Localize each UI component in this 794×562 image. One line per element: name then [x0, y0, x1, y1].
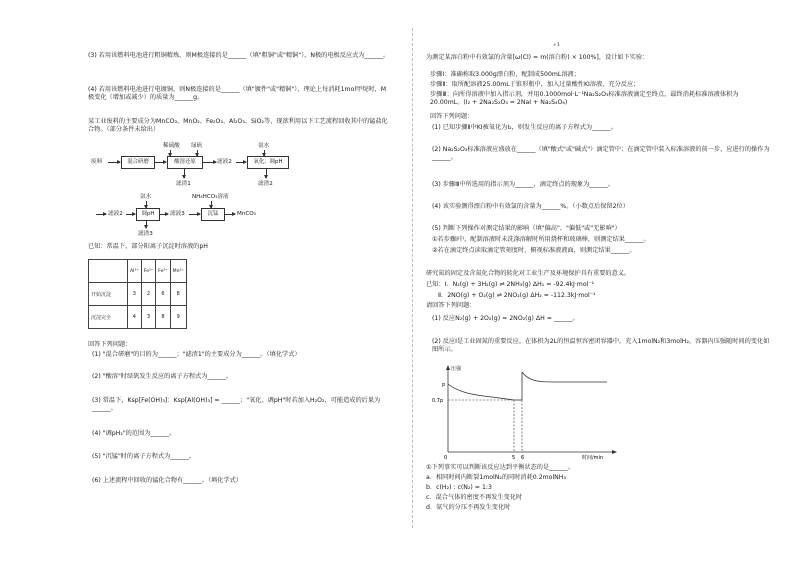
flow-arrow-down3 [146, 220, 147, 228]
flow-arrow-4 [236, 162, 246, 163]
ph-col-fe2: Fe²⁺ [156, 260, 170, 283]
flow-residue1: 滤渣1 [176, 181, 191, 187]
left-p1: (1) "混合研磨"的目的为______；"滤渣1"的主要成分为______。（填化学式） [92, 351, 301, 358]
flow-residue2: 滤渣2 [258, 181, 273, 187]
right-a2: (2) Na₂S₂O₃标准溶液应盛放在______（填"酸式"或"碱式"）滴定管中；在滴定管中装入标准溶液的前一步，应进行的操作为______。 [432, 146, 770, 161]
flow-arrow-5 [96, 214, 106, 215]
flow-arrow-9 [224, 214, 235, 215]
pressure-time-graph [432, 362, 632, 462]
right-c2: a．相同时间内断裂1molN₂的同时消耗0.2molNH₃ [426, 474, 566, 481]
right-n1: 研究氮的固定及含氮化合物的转化对工业生产及环境保护具有重要的意义。 [426, 270, 631, 277]
flow-box-acid: 酸溶还原 [167, 156, 203, 169]
graph-curve-1 [448, 384, 514, 400]
left-q4: (4) 若用该燃料电池进行电镀铜，则N极连接的是______（填"镀件"或"精铜"），理论上每消耗1mol甲烷时，M极变化（增加或减少）的质量为______g。 [88, 86, 387, 101]
ph-cell: 4 [128, 306, 142, 329]
right-step1: 步骤Ⅰ：准确称取3.000g漂白粉，配制成500mL溶液； [430, 71, 580, 78]
flow-label-ammonia2: 氨水 [140, 194, 152, 200]
left-p5: (5) "沉锰"时的离子方程式为______。 [92, 453, 196, 460]
left-p3: (3) 常温下，Ksp[Fe(OH)₃]：Ksp[Al(OH)₃] = ______；"氧化、调pH"时若加入H₂O₂，可能造成的后果为______。 [92, 397, 381, 412]
flow-filtrate: 滤液2 [217, 159, 232, 165]
ph-cell: 3 [141, 306, 155, 329]
graph-t6: 6 [521, 455, 525, 461]
graph-curve-2 [522, 372, 607, 382]
left-intro: 某工业废料的主要成分为MnCO₃、MnO₂、Fe₂O₃、Al₂O₃、SiO₂等，现欲利用以下工艺流程回收其中的锰盐化合物。（部分条件未给出） [88, 118, 388, 133]
right-a3: (3) 步骤Ⅲ中所选用的指示剂为______，滴定终点的现象为______。 [432, 181, 615, 188]
right-c5: d．氨气的分压不再发生变化时 [426, 504, 511, 511]
graph-ylabel: 压强 [451, 366, 462, 372]
ph-cell: 8 [170, 283, 186, 306]
flow-filtrate3: 滤液3 [170, 211, 185, 217]
right-step3: 步骤Ⅲ：向所得溶液中加入指示剂，并用0.1000mol·L⁻¹Na₂S₂O₃标准溶液滴定至终点，最终消耗标准溶液体积为20.00mL。(I₂ + 2Na₂S₂O₃ = 2NaI + Na₂S₄O₆) [430, 91, 739, 106]
flow-arrow-2 [154, 162, 166, 163]
right-a1: (1) 已知步骤Ⅱ中KI被氧化为I₂，则发生反应的离子方程式为______。 [432, 124, 617, 131]
flow-residue3: 滤渣3 [138, 231, 153, 237]
flow-product: MnCO₃ [237, 211, 256, 217]
right-intro: 为测定某溶白粉中有效氯的含量[ω(Cl) = m(溶白粉) × 100%]，设计如下实验： [426, 54, 649, 61]
ph-col-mn: Mn²⁺ [170, 260, 186, 283]
right-n3: Ⅱ．2NO(g) + O₂(g) ⇌ 2NO₂(g) ΔH₂ = -112.3kJ·mol⁻¹ [438, 292, 596, 299]
flow-filtrate2b: 滤液2 [108, 211, 123, 217]
right-rq: 回答下列问题： [430, 113, 474, 120]
ph-table [88, 259, 187, 329]
right-a5b: ②若在滴定终点读取滴定管刻度时，俯视标准液液面，则测定结果______。 [432, 247, 636, 254]
right-a5a: ①若步骤Ⅰ中，配制溶液时未洗涤溶解时所用烧杯和玻璃棒，则测定结果______。 [432, 236, 650, 243]
flow-box-oxidize: 氧化、调pH [247, 156, 289, 169]
left-answer-title: 回答下列问题： [88, 341, 132, 348]
flow-arrow-7 [159, 214, 168, 215]
flow-label-acid: 稀硫酸 [163, 143, 180, 149]
flow-label-greenvitriol: 绿矾 [191, 143, 203, 149]
right-a4: (4) 该实验测得漂白粉中有效氯的含量为______%。（小数点后保留2位） [432, 203, 629, 210]
flow-start: 废料 [91, 159, 103, 165]
ph-row-start: 开始沉淀 [89, 283, 128, 306]
right-n4: 请回答下列问题： [426, 302, 476, 309]
right-n2: 已知：Ⅰ．N₂(g) + 3H₂(g) ⇌ 2NH₃(g) ΔH₁ = -92.4kJ·mol⁻¹ [426, 281, 595, 288]
flow-arrow-6 [126, 214, 135, 215]
graph-07p: 0.7p [432, 398, 444, 404]
left-p6: (6) 上述流程中回收的锰化合物有______。（填化学式） [92, 477, 242, 484]
right-c4: c．混合气体的密度不再发生变化时 [426, 494, 523, 501]
ph-cell: 8 [156, 306, 170, 329]
ph-cell: 3 [128, 283, 142, 306]
ph-cell: 2 [141, 283, 155, 306]
flow-label-ammonia: 氨水 [258, 143, 270, 149]
right-b2: (2) 反应Ⅰ是工业固氮的重要反应。在体积为2L的恒温恒容密闭容器中，充入1molN₂和3molH₂，容器内压强随时间的变化如图所示。 [432, 338, 770, 353]
ph-cell: 9 [170, 306, 186, 329]
left-p2: (2) "酸溶"时绿矾发生反应的离子方程式为______。 [92, 373, 233, 380]
ph-row-complete: 沉淀完全 [89, 306, 128, 329]
right-b1: (1) 反应N₂(g) + 2O₂(g) = 2NO₂(g) ΔH = ______。 [432, 315, 579, 322]
right-step2: 步骤Ⅱ：取所配溶液25.00mL于锥形瓶中，加入过量酸性KI溶液，充分反应； [430, 81, 640, 88]
flow-arrow-ammonia2 [146, 201, 147, 208]
graph-origin: 0 [444, 455, 448, 461]
flow-label-nh4hco3: NH₄HCO₃溶液 [192, 194, 229, 200]
column-divider [412, 28, 413, 528]
flow-arrow-down2 [266, 168, 267, 178]
flow-arrow-8 [189, 214, 200, 215]
formula-plus1: +1 [553, 43, 560, 48]
ph-cell: 6 [156, 283, 170, 306]
ph-table-corner [89, 260, 128, 283]
left-q3: (3) 若用该燃料电池进行粗铜精炼，则M极连接的是______（填"粗铜"或"精铜"），N极的电极反应式为______。 [88, 52, 390, 59]
flow-box-ph: 调pH [136, 208, 160, 221]
left-p4: (4) "调pH₂"的范围为______。 [92, 430, 176, 437]
graph-xlabel: 时间/min [582, 455, 604, 461]
right-a5: (5) 判断下列操作对测定结果的影响（填"偏高"、"偏低"或"无影响"） [432, 225, 621, 232]
flow-arrow-nh4hco3 [211, 201, 212, 208]
ph-col-fe3: Fe³⁺ [141, 260, 155, 283]
flow-arrow-down1 [184, 168, 185, 178]
flow-box-grind: 混合研磨 [121, 156, 155, 169]
ph-col-al: Al³⁺ [128, 260, 142, 283]
flow-arrow-1 [108, 162, 120, 163]
graph-y-arrow [446, 365, 450, 370]
graph-p: p [442, 382, 446, 388]
flow-box-mn: 沉锰 [201, 208, 225, 221]
flow-arrow-3 [202, 162, 216, 163]
right-c1: ①下列事实可以判断该反应达到平衡状态的是______。 [426, 464, 574, 471]
graph-x-arrow [612, 450, 617, 454]
graph-t5: 5 [512, 455, 516, 461]
right-c3: b．c(H₂) : c(N₂) = 1:3 [426, 484, 492, 491]
left-known: 已知：常温下，部分阳离子沉淀时溶液的pH [88, 243, 208, 250]
